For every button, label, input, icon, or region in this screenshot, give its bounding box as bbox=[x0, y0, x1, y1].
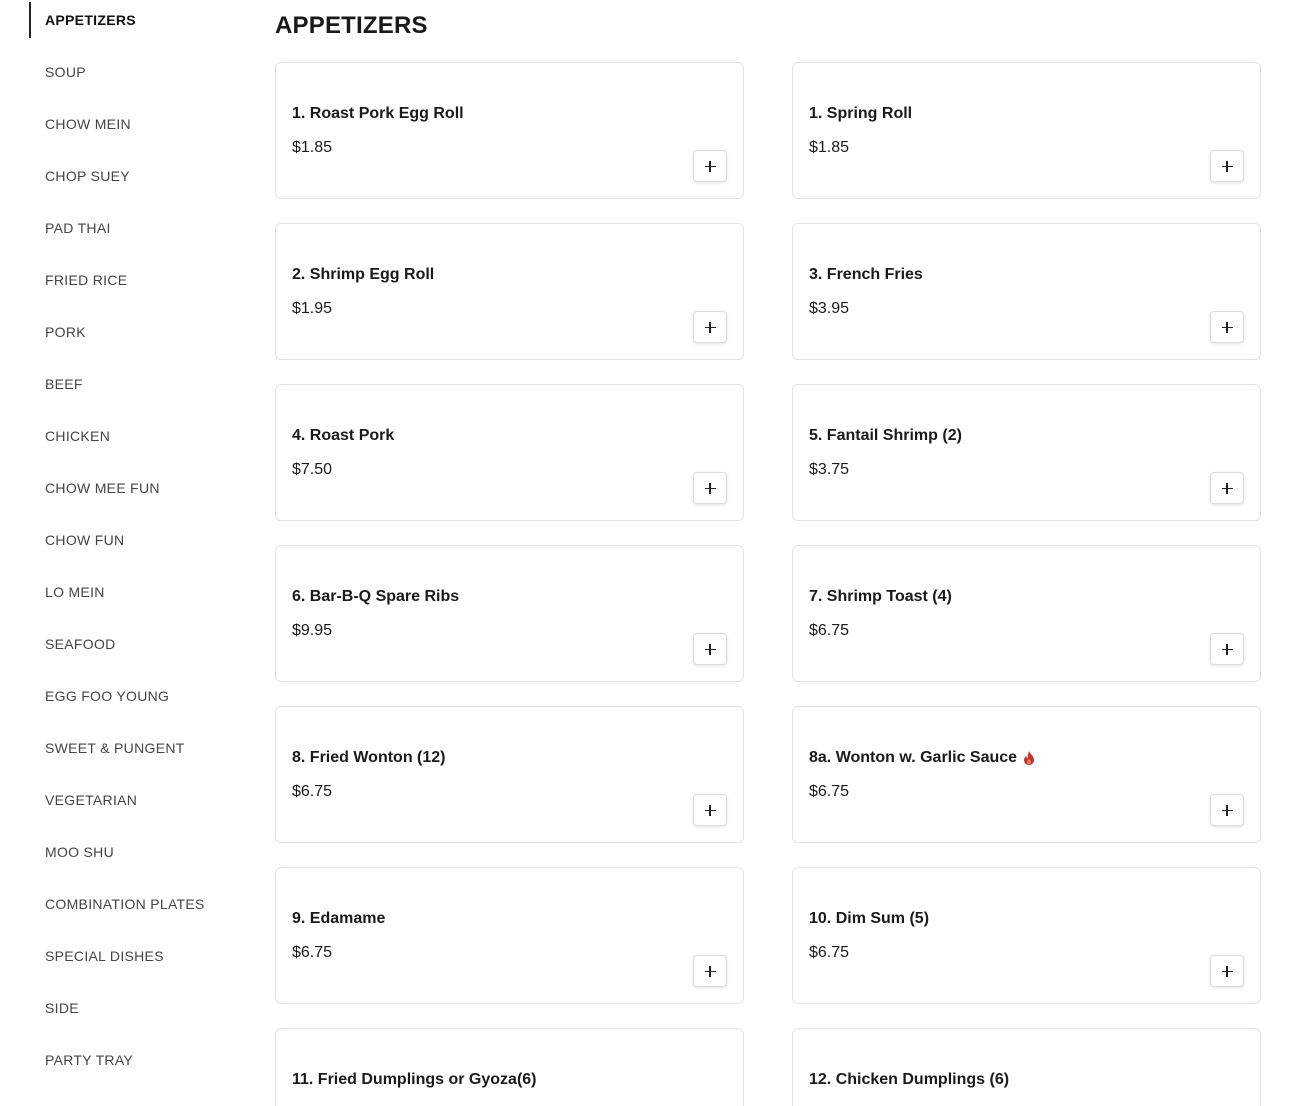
menu-item-name bbox=[292, 749, 445, 767]
add-to-cart-button[interactable] bbox=[1210, 472, 1244, 504]
sidebar-item-chicken[interactable]: CHICKEN bbox=[45, 428, 111, 444]
menu-item-price: $6.75 bbox=[809, 783, 850, 800]
menu-item-price: $6.75 bbox=[809, 944, 850, 961]
sidebar-item-appetizers[interactable]: APPETIZERS bbox=[29, 2, 229, 38]
sidebar-item-moo-shu[interactable]: MOO SHU bbox=[45, 844, 114, 860]
menu-item-card[interactable] bbox=[792, 384, 1261, 521]
sidebar-item-lo-mein[interactable]: LO MEIN bbox=[45, 584, 105, 600]
menu-item-name bbox=[809, 588, 952, 606]
menu-item-name-text: 4. Roast Pork bbox=[292, 427, 395, 444]
menu-item-name bbox=[809, 427, 962, 445]
menu-item-card[interactable] bbox=[275, 545, 744, 682]
plus-icon bbox=[705, 966, 716, 977]
menu-item-price: $6.75 bbox=[292, 783, 333, 800]
menu-item-card[interactable] bbox=[275, 384, 744, 521]
menu-item-price: $1.95 bbox=[292, 300, 333, 317]
sidebar-item-soup[interactable]: SOUP bbox=[45, 64, 86, 80]
add-to-cart-button[interactable] bbox=[1210, 150, 1244, 182]
chili-flame-icon bbox=[1023, 751, 1035, 765]
add-to-cart-button[interactable] bbox=[1210, 955, 1244, 987]
menu-item-name bbox=[292, 1071, 537, 1089]
add-to-cart-button[interactable] bbox=[693, 955, 727, 987]
menu-item-name-text: 10. Dim Sum (5) bbox=[809, 910, 930, 927]
menu-item-price: $1.85 bbox=[809, 139, 850, 156]
menu-item-name-text: 2. Shrimp Egg Roll bbox=[292, 266, 435, 283]
menu-item-name-text: 1. Spring Roll bbox=[809, 105, 913, 122]
plus-icon bbox=[1222, 805, 1233, 816]
menu-item-name bbox=[292, 910, 385, 928]
plus-icon bbox=[705, 322, 716, 333]
add-to-cart-button[interactable] bbox=[693, 633, 727, 665]
menu-item-card[interactable] bbox=[792, 1028, 1261, 1106]
add-to-cart-button[interactable] bbox=[693, 150, 727, 182]
menu-item-name bbox=[292, 588, 459, 606]
plus-icon bbox=[1222, 483, 1233, 494]
plus-icon bbox=[705, 805, 716, 816]
menu-item-name-text: 1. Roast Pork Egg Roll bbox=[292, 105, 464, 122]
menu-item-name-text: 3. French Fries bbox=[809, 266, 923, 283]
menu-item-name bbox=[809, 910, 929, 928]
menu-item-card[interactable] bbox=[792, 706, 1261, 843]
menu-item-price: $6.75 bbox=[292, 944, 333, 961]
menu-item-card[interactable] bbox=[792, 867, 1261, 1004]
sidebar-item-pork[interactable]: PORK bbox=[45, 324, 86, 340]
sidebar-item-chop-suey[interactable]: CHOP SUEY bbox=[45, 168, 130, 184]
sidebar-item-fried-rice[interactable]: FRIED RICE bbox=[45, 272, 128, 288]
plus-icon bbox=[1222, 966, 1233, 977]
sidebar-item-side[interactable]: SIDE bbox=[45, 1000, 79, 1016]
menu-item-name bbox=[809, 105, 912, 123]
menu-item-name-text: 6. Bar-B-Q Spare Ribs bbox=[292, 588, 460, 605]
menu-item-name-text: 12. Chicken Dumplings (6) bbox=[809, 1071, 1010, 1088]
plus-icon bbox=[705, 161, 716, 172]
plus-icon bbox=[705, 483, 716, 494]
sidebar-item-beef[interactable]: BEEF bbox=[45, 376, 83, 392]
sidebar-item-party-tray[interactable]: PARTY TRAY bbox=[45, 1052, 134, 1068]
menu-item-name-text: 7. Shrimp Toast (4) bbox=[809, 588, 952, 605]
menu-item-name-text: 8a. Wonton w. Garlic Sauce bbox=[809, 749, 1018, 766]
plus-icon bbox=[1222, 644, 1233, 655]
menu-item-name-text: 11. Fried Dumplings or Gyoza(6) bbox=[292, 1071, 537, 1088]
menu-item-price: $3.95 bbox=[809, 300, 850, 317]
menu-item-card[interactable] bbox=[275, 706, 744, 843]
plus-icon bbox=[705, 644, 716, 655]
menu-item-name bbox=[809, 1071, 1009, 1089]
menu-item-name bbox=[292, 266, 434, 284]
menu-item-card[interactable] bbox=[792, 62, 1261, 199]
section-title: APPETIZERS bbox=[275, 12, 428, 39]
add-to-cart-button[interactable] bbox=[693, 794, 727, 826]
menu-item-card[interactable] bbox=[792, 545, 1261, 682]
add-to-cart-button[interactable] bbox=[1210, 633, 1244, 665]
add-to-cart-button[interactable] bbox=[693, 311, 727, 343]
menu-item-card[interactable] bbox=[275, 223, 744, 360]
sidebar-item-chow-mee-fun[interactable]: CHOW MEE FUN bbox=[45, 480, 160, 496]
menu-item-name bbox=[809, 266, 923, 284]
menu-item-card[interactable] bbox=[275, 867, 744, 1004]
menu-item-card[interactable] bbox=[275, 1028, 744, 1106]
menu-item-card[interactable] bbox=[275, 62, 744, 199]
menu-item-name-text: 8. Fried Wonton (12) bbox=[292, 749, 446, 766]
add-to-cart-button[interactable] bbox=[693, 472, 727, 504]
sidebar-item-sweet-pungent[interactable]: SWEET & PUNGENT bbox=[45, 740, 185, 756]
menu-item-price: $7.50 bbox=[292, 461, 333, 478]
plus-icon bbox=[1222, 322, 1233, 333]
sidebar-item-egg-foo-young[interactable]: EGG FOO YOUNG bbox=[45, 688, 170, 704]
menu-item-price: $9.95 bbox=[292, 622, 333, 639]
menu-item-price: $1.85 bbox=[292, 139, 333, 156]
menu-item-name bbox=[292, 105, 464, 123]
add-to-cart-button[interactable] bbox=[1210, 311, 1244, 343]
sidebar-item-special-dishes[interactable]: SPECIAL DISHES bbox=[45, 948, 164, 964]
plus-icon bbox=[1222, 161, 1233, 172]
menu-item-name bbox=[292, 427, 394, 445]
menu-item-name-text: 5. Fantail Shrimp (2) bbox=[809, 427, 962, 444]
sidebar-item-pad-thai[interactable]: PAD THAI bbox=[45, 220, 111, 236]
menu-item-price: $3.75 bbox=[809, 461, 850, 478]
sidebar-item-vegetarian[interactable]: VEGETARIAN bbox=[45, 792, 138, 808]
menu-item-name bbox=[809, 749, 1035, 767]
category-sidebar bbox=[0, 0, 240, 1106]
menu-item-price: $6.75 bbox=[809, 622, 850, 639]
menu-item-name-text: 9. Edamame bbox=[292, 910, 386, 927]
sidebar-item-chow-mein[interactable]: CHOW MEIN bbox=[45, 116, 131, 132]
add-to-cart-button[interactable] bbox=[1210, 794, 1244, 826]
sidebar-item-chow-fun[interactable]: CHOW FUN bbox=[45, 532, 125, 548]
sidebar-item-seafood[interactable]: SEAFOOD bbox=[45, 636, 116, 652]
menu-item-card[interactable] bbox=[792, 223, 1261, 360]
sidebar-item-combination-plates[interactable]: COMBINATION PLATES bbox=[45, 896, 205, 912]
